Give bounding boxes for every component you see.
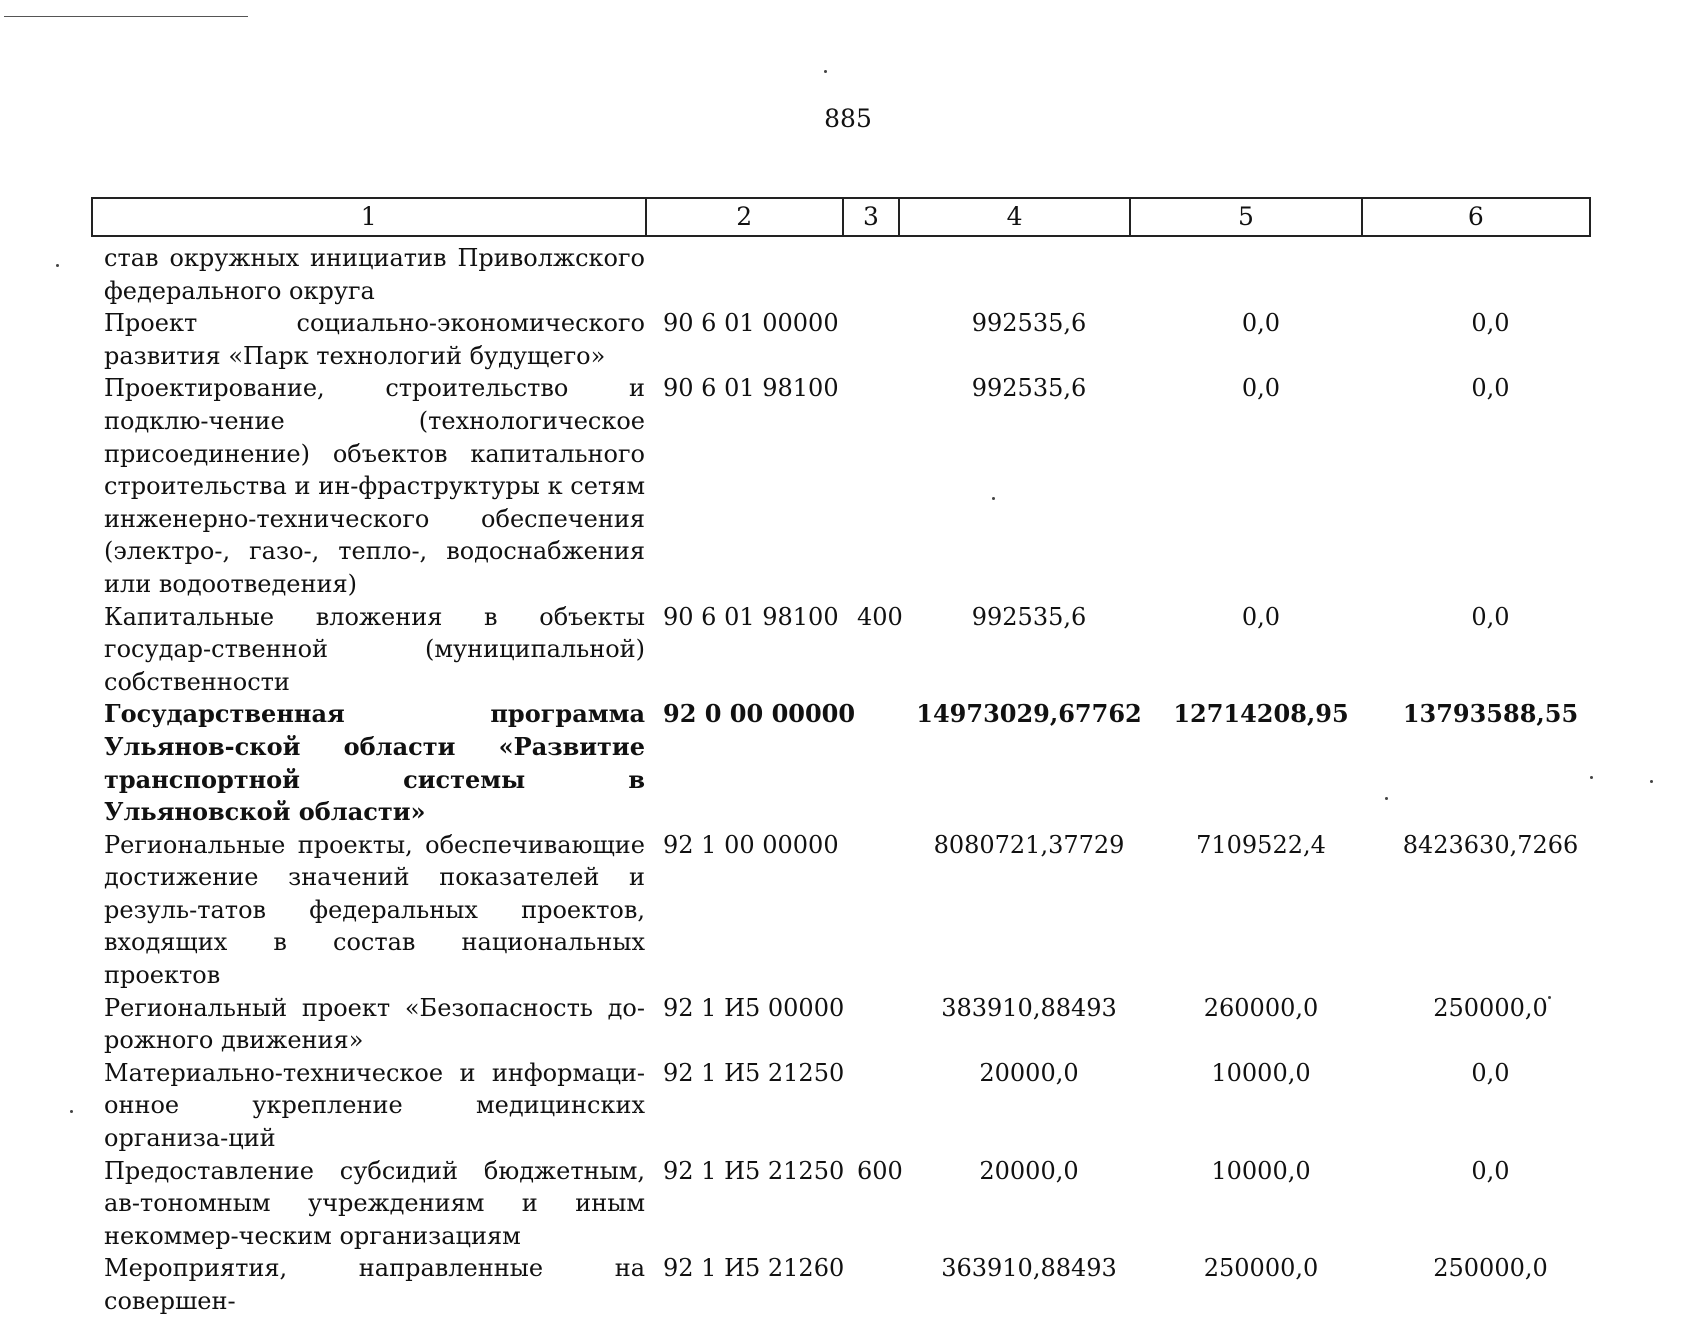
row-code: 92 0 00 00000 bbox=[663, 699, 856, 729]
row-code: 90 6 01 00000 bbox=[663, 309, 839, 338]
row-value-col5: 250000,0 bbox=[1203, 1254, 1319, 1283]
row-code: 92 1 00 00000 bbox=[663, 830, 839, 859]
row-value-col4: 20000,0 bbox=[979, 1156, 1079, 1185]
scan-speck bbox=[824, 70, 827, 73]
row-code: 90 6 01 98100 bbox=[663, 374, 839, 403]
row-value-col5: 12714208,95 bbox=[1173, 699, 1349, 729]
row-value-col6: 250000,0 bbox=[1433, 1254, 1548, 1283]
table-row bbox=[104, 307, 1604, 372]
row-code: 90 6 01 98100 bbox=[663, 602, 839, 631]
row-value-col6: 0,0 bbox=[1471, 602, 1510, 631]
row-description: Мероприятия, направленные на совершен- bbox=[104, 1254, 645, 1315]
row-value-col6: 250000,0 bbox=[1433, 993, 1548, 1022]
column-header-6: 6 bbox=[1467, 202, 1484, 231]
table-row bbox=[104, 601, 1604, 699]
scan-speck bbox=[70, 1110, 73, 1113]
row-code: 92 1 И5 21250 bbox=[663, 1156, 845, 1185]
table-row bbox=[104, 829, 1604, 992]
row-value-col4: 992535,6 bbox=[971, 309, 1087, 338]
scan-speck bbox=[1650, 780, 1653, 783]
row-code: 92 1 И5 21250 bbox=[663, 1058, 845, 1087]
row-value-col6: 0,0 bbox=[1471, 1058, 1510, 1087]
row-description: Материально-техническое и информаци-онное укрепление медицинских организа-ций bbox=[104, 1058, 645, 1153]
table-row bbox=[104, 1057, 1604, 1155]
row-value-col4: 20000,0 bbox=[979, 1058, 1079, 1087]
scan-artifact-line bbox=[4, 16, 248, 17]
table-row bbox=[104, 698, 1604, 828]
table-row bbox=[104, 242, 1604, 307]
table-header bbox=[91, 197, 1591, 237]
row-value-col5: 10000,0 bbox=[1211, 1058, 1311, 1087]
row-description: Проектирование, строительство и подклю-чение (технологическое присоединение) объектов капитального строительства и ин-фраструктуры к сетям инженерно-технического обеспечения (электро-, газо-, тепло-, водоснабжения или водоотведения) bbox=[104, 374, 645, 598]
row-value-col5: 7109522,4 bbox=[1196, 830, 1326, 859]
row-value-col4: 992535,6 bbox=[971, 602, 1087, 631]
row-value-col6: 0,0 bbox=[1471, 1156, 1510, 1185]
row-value-col4: 14973029,67762 bbox=[916, 699, 1142, 729]
column-header-1: 1 bbox=[93, 199, 647, 235]
row-description: Предоставление субсидий бюджетным, ав-тономным учреждениям и иным некоммер-ческим организациям bbox=[104, 1156, 645, 1250]
row-expense-type: 600 bbox=[857, 1156, 903, 1185]
table-row bbox=[104, 1155, 1604, 1253]
row-description: Региональный проект «Безопасность до-рожного движения» bbox=[104, 993, 645, 1055]
table-row bbox=[104, 1252, 1604, 1317]
scan-speck bbox=[56, 264, 59, 267]
row-value-col4: 8080721,37729 bbox=[933, 830, 1125, 859]
row-value-col5: 0,0 bbox=[1241, 374, 1281, 403]
row-description: Государственная программа Ульянов-ской области «Развитие транспортной системы в Ульяновской области» bbox=[104, 699, 645, 827]
row-code: 92 1 И5 00000 bbox=[663, 993, 845, 1022]
column-header-3: 3 bbox=[844, 199, 900, 235]
row-description: став окружных инициатив Приволжского федерального округа bbox=[104, 244, 645, 305]
row-description: Капитальные вложения в объекты государ-ственной (муниципальной) собственности bbox=[104, 602, 645, 696]
column-header-5: 5 bbox=[1131, 199, 1362, 235]
row-value-col6: 0,0 bbox=[1471, 309, 1510, 338]
column-header-4: 4 bbox=[900, 199, 1131, 235]
row-value-col4: 363910,88493 bbox=[941, 1254, 1117, 1283]
row-description: Региональные проекты, обеспечивающие достижение значений показателей и резуль-татов федеральных проектов, входящих в состав национальных проектов bbox=[104, 830, 645, 990]
row-value-col5: 10000,0 bbox=[1211, 1156, 1311, 1185]
row-description: Проект социально-экономического развития «Парк технологий будущего» bbox=[104, 309, 645, 370]
row-value-col6: 8423630,7266 bbox=[1402, 830, 1579, 859]
row-value-col5: 0,0 bbox=[1241, 309, 1281, 338]
row-code: 92 1 И5 21260 bbox=[663, 1254, 845, 1283]
row-value-col4: 992535,6 bbox=[971, 374, 1087, 403]
row-value-col6: 13793588,55 bbox=[1402, 699, 1579, 729]
table-body bbox=[104, 242, 1604, 1318]
row-expense-type: 400 bbox=[857, 602, 903, 631]
row-value-col5: 260000,0 bbox=[1203, 993, 1319, 1022]
row-value-col5: 0,0 bbox=[1241, 602, 1281, 631]
page-number: 885 bbox=[824, 104, 872, 133]
table-row bbox=[104, 992, 1604, 1057]
column-header-2: 2 bbox=[647, 199, 844, 235]
row-value-col4: 383910,88493 bbox=[941, 993, 1117, 1022]
table-row bbox=[104, 372, 1604, 600]
row-value-col6: 0,0 bbox=[1471, 374, 1510, 403]
